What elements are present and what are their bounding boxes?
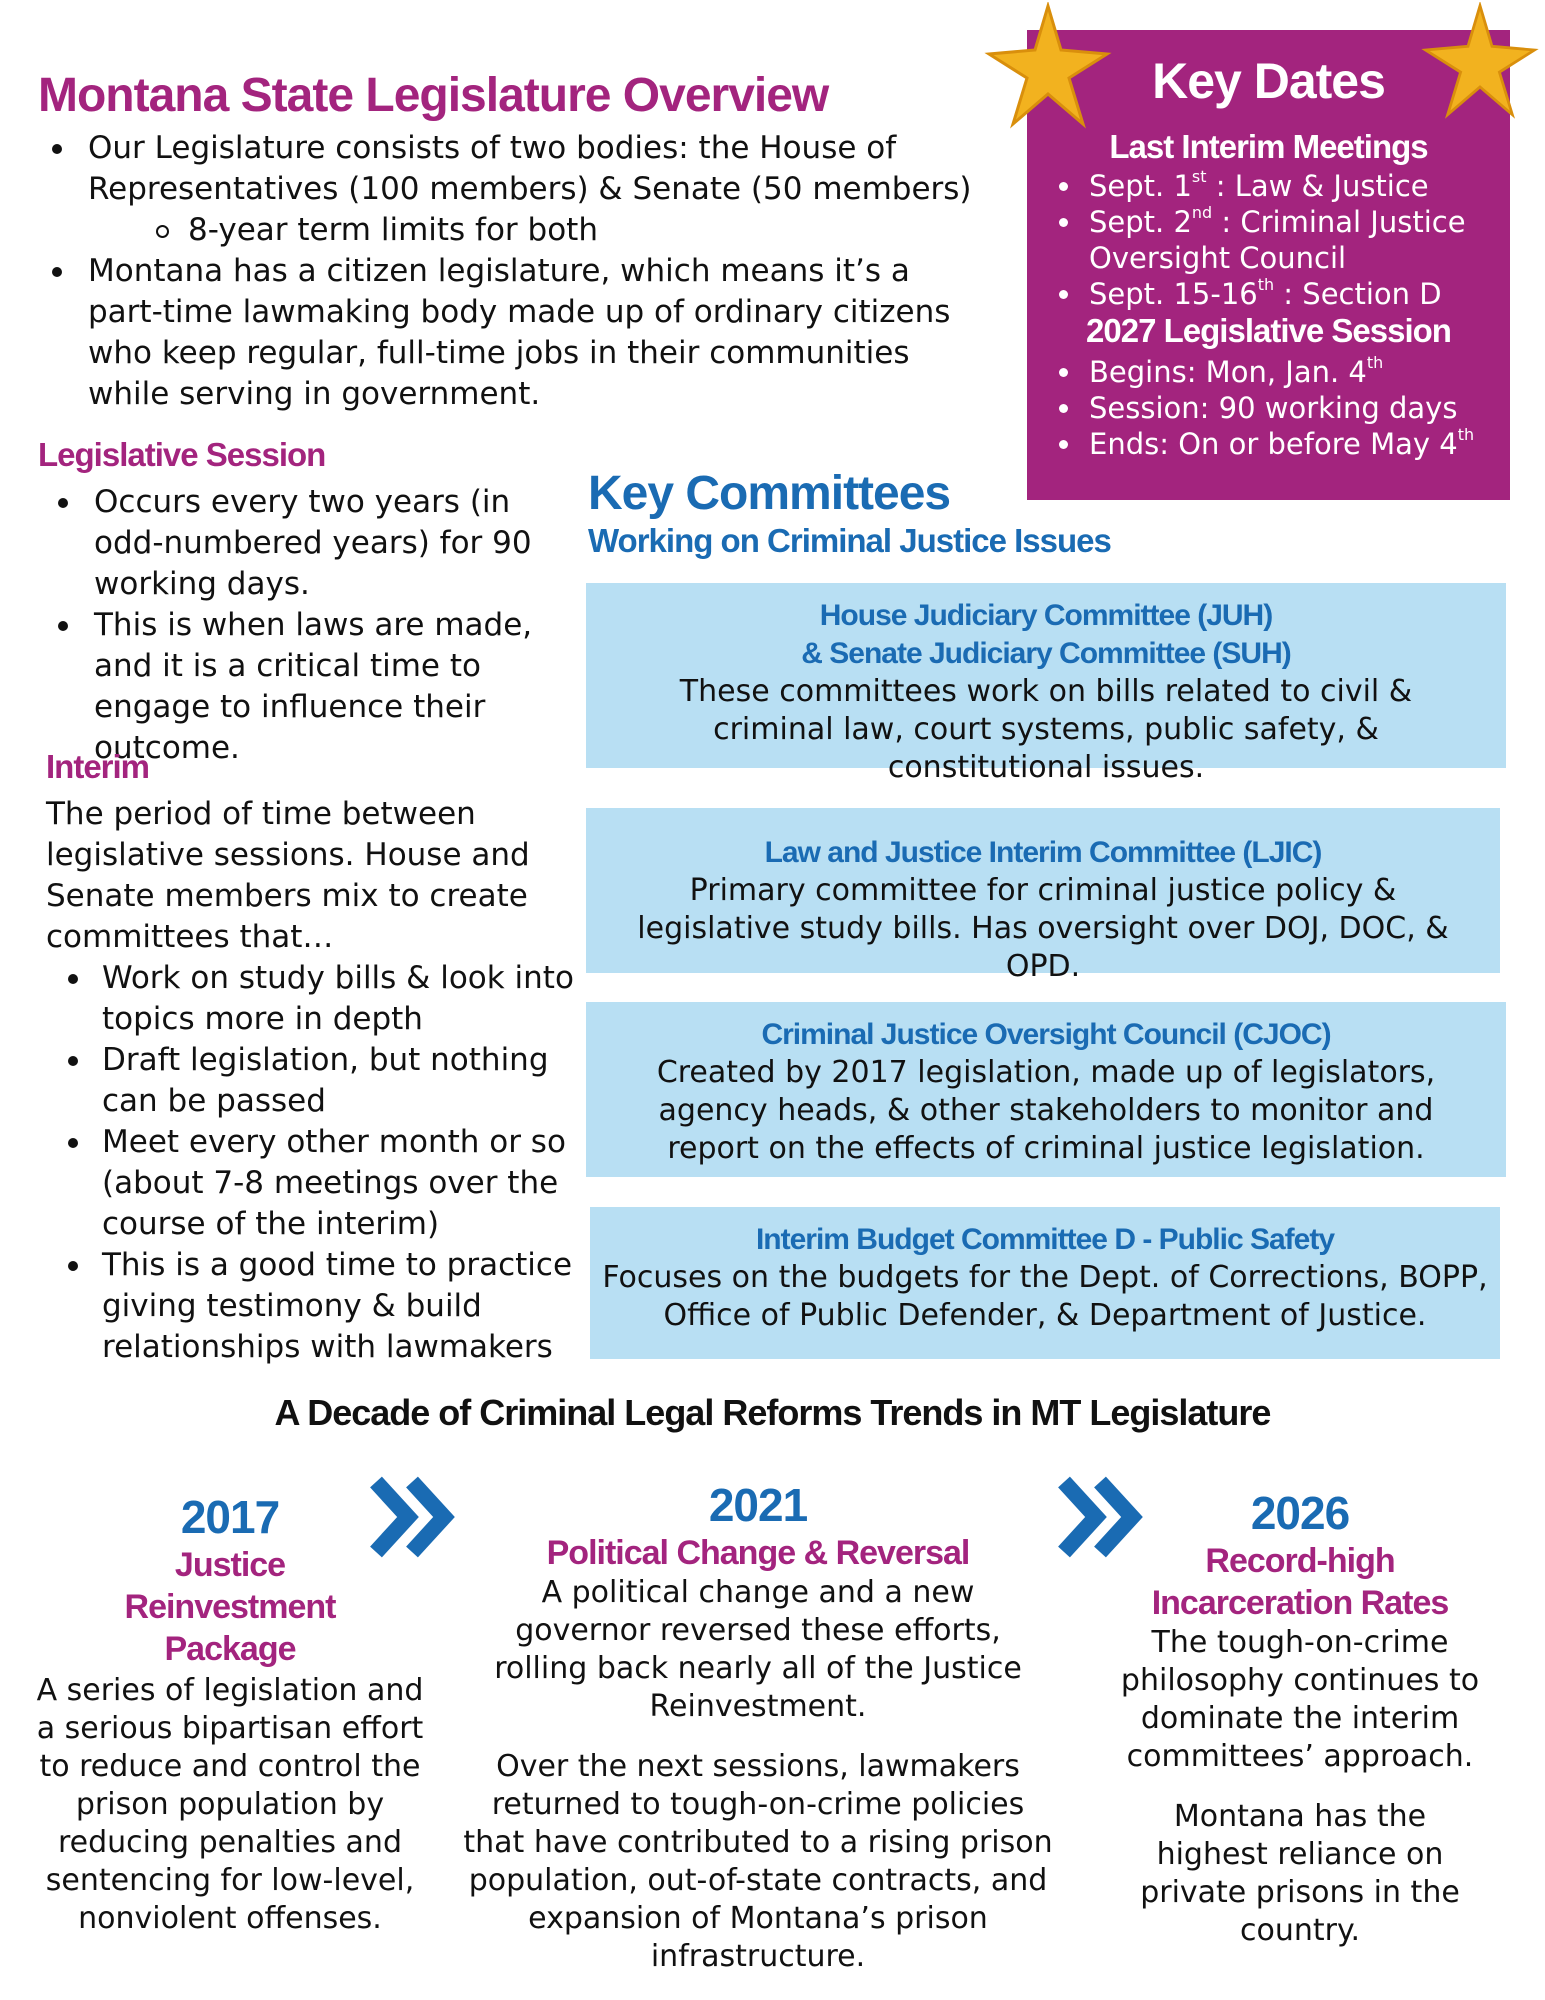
double-chevron-right-icon [368,1474,458,1560]
interim-meetings-heading: Last Interim Meetings [1109,128,1428,165]
session-dates-list [1055,354,1492,462]
key-dates-title: Key Dates [1152,53,1385,109]
list-item: 8-year term limits for both [136,210,1000,251]
timeline-subtitle: Record-high Incarceration Rates [1151,1542,1449,1622]
session-list [46,482,566,769]
list-item: Work on study bills & look into topics more in depth [56,958,576,1040]
list-item: Begins: Mon, Jan. 4th [1055,354,1492,390]
session-dates-heading: 2027 Legislative Session [1086,312,1451,349]
list-item: Sept. 1st : Law & Justice [1055,168,1492,204]
committee-description: Primary committee for criminal justice policy & legislative study bills. Has oversight over DOJ, DOC, & OPD. [637,873,1449,984]
list-item: Session: 90 working days [1055,390,1492,426]
list-item: Sept. 15-16th : Section D [1055,276,1492,312]
committee-card-judiciary [586,583,1506,785]
committee-title: Interim Budget Committee D - Public Safety [755,1223,1335,1256]
timeline-heading: A Decade of Criminal Legal Reforms Trends in MT Legislature [274,1392,1271,1433]
interim-intro: The period of time between legislative sessions. House and Senate members mix to create committees that… [46,796,530,955]
list-item: Montana has a citizen legislature, which means it’s a part-time lawmaking body made up of ordinary citizens who keep regular, full-time jobs in their communities while serving in government. [40,251,988,415]
timeline-item-2021 [463,1478,1053,1976]
timeline-year: 2026 [1250,1487,1350,1539]
committee-title: House Judiciary Committee (JUH) [819,599,1273,632]
list-item: This is when laws are made, and it is a critical time to engage to influence their outcome. [46,605,566,769]
timeline-year: 2021 [708,1479,808,1531]
timeline-item-2026 [1110,1486,1490,1950]
timeline-paragraph: A series of legislation and a serious bipartisan effort to reduce and control the prison population by reducing penalties and sentencing for low-level, nonviolent offenses. [36,1673,424,1936]
timeline-paragraph: A political change and a new governor reversed these efforts, rolling back nearly all of the Justice Reinvestment. [494,1575,1022,1724]
list-item: Occurs every two years (in odd-numbered years) for 90 working days. [46,482,566,605]
committees-heading: Key Committees [588,467,951,520]
interim-list [56,958,576,1368]
list-item [40,128,1000,251]
committee-card-budget-d [590,1207,1500,1359]
overview-sublist [136,210,1000,251]
session-heading: Legislative Session [38,436,326,473]
committee-description: Created by 2017 legislation, made up of legislators, agency heads, & other stakeholders to monitor and report on the effects of criminal justice legislation. [656,1055,1436,1166]
timeline-subtitle: Political Change & Reversal [546,1534,970,1572]
page-title: Montana State Legislature Overview [38,69,829,122]
timeline-paragraph: The tough-on-crime philosophy continues to dominate the interim committees’ approach. [1120,1625,1480,1774]
list-item: Ends: On or before May 4th [1055,426,1492,462]
committee-title: Law and Justice Interim Committee (LJIC) [764,836,1322,869]
timeline-year: 2017 [180,1491,280,1543]
committee-description: These committees work on bills related to civil & criminal law, court systems, public safety, & constitutional issues. [679,674,1413,785]
list-item: This is a good time to practice giving testimony & build relationships with lawmakers [56,1245,576,1368]
overview-list [40,128,1000,415]
timeline-paragraph: Montana has the highest reliance on private prisons in the country. [1140,1799,1460,1948]
timeline-subtitle: Justice Reinvestment Package [124,1546,336,1668]
list-item: Sept. 2nd : Criminal Justice Oversight Council [1055,204,1492,276]
star-icon [1420,2,1540,122]
list-item: Draft legislation, but nothing can be passed [56,1040,576,1122]
committee-card-ljic [586,808,1500,984]
committees-subheading: Working on Criminal Justice Issues [588,522,1111,559]
committee-card-cjoc [586,1002,1506,1177]
interim-heading: Interim [46,748,150,785]
overview-bullet-1: Our Legislature consists of two bodies: the House of Representatives (100 members) & Senate (50 members) [88,130,972,207]
list-item: Meet every other month or so (about 7-8 meetings over the course of the interim) [56,1122,576,1245]
committee-title: & Senate Judiciary Committee (SUH) [801,637,1291,670]
timeline-paragraph: Over the next sessions, lawmakers returned to tough-on-crime policies that have contributed to a rising prison population, out-of-state contracts, and expansion of Montana’s prison infrastructure. [463,1749,1053,1974]
star-icon [983,2,1113,132]
committee-description: Focuses on the budgets for the Dept. of Corrections, BOPP, Office of Public Defender, & Department of Justice. [602,1260,1488,1333]
interim-meetings-list [1055,168,1492,312]
committee-title: Criminal Justice Oversight Council (CJOC) [761,1018,1331,1051]
